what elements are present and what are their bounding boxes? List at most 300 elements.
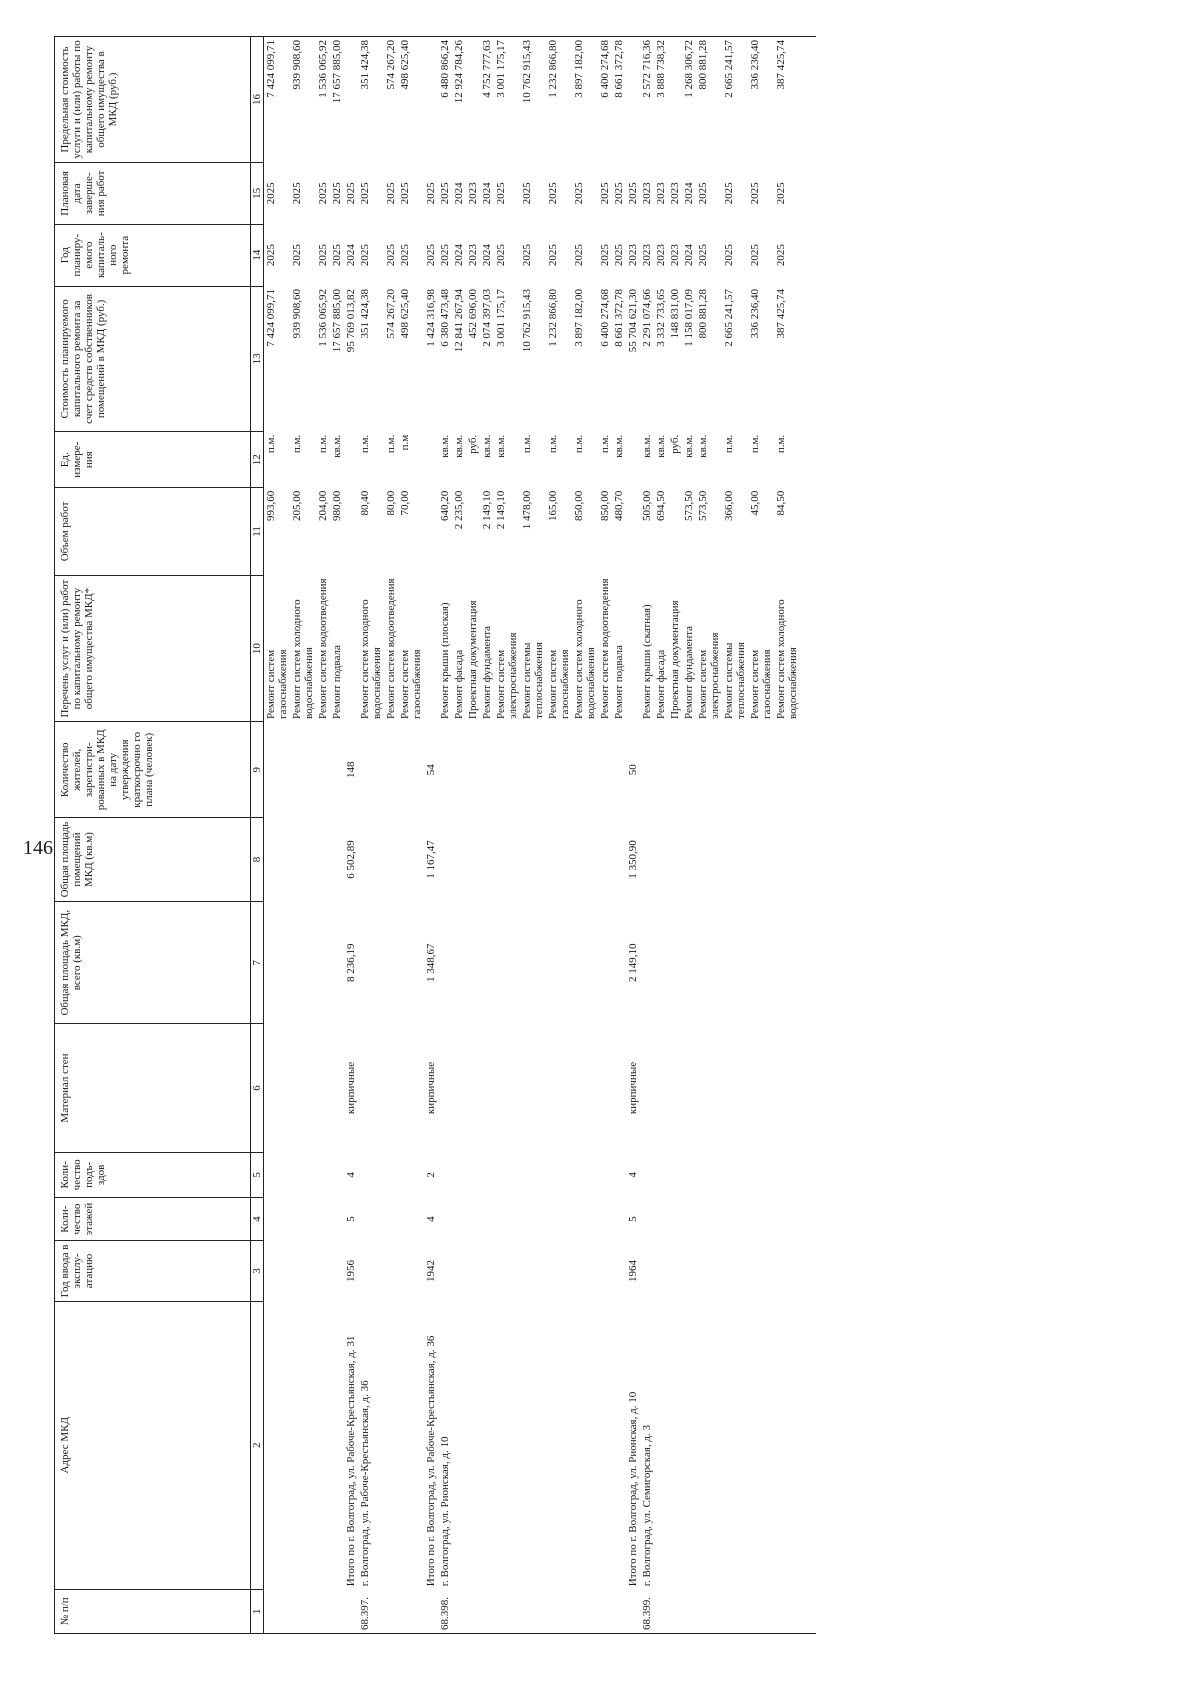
cell-qty: 366,00 — [723, 490, 735, 521]
cell-unit: п.м. — [599, 434, 611, 454]
cell-premises-area — [748, 818, 774, 902]
cell-cost: 2 291 074,66 — [641, 289, 653, 347]
cell-entrances — [748, 1152, 774, 1197]
cell-entrances — [398, 1152, 424, 1197]
cell-floors — [438, 1198, 452, 1241]
cell-plan-year: 2024 — [345, 244, 357, 267]
table-row — [654, 37, 668, 1634]
cell-max-cost — [466, 37, 480, 163]
cell-work: Ремонт фасада — [655, 649, 667, 719]
cell-qty: 165,00 — [547, 490, 559, 521]
cell-unit: кв.м. — [481, 434, 493, 458]
cell-max-cost — [668, 37, 682, 163]
cell-residents — [654, 722, 668, 818]
cell-floors — [572, 1198, 598, 1241]
cell-plan-year: 2025 — [723, 244, 735, 267]
cell-premises-area — [598, 818, 612, 902]
cell-premises-area — [654, 818, 668, 902]
cell-address — [264, 1301, 291, 1589]
cell-cost: 6 400 274,68 — [599, 289, 611, 347]
cell-address — [572, 1301, 598, 1589]
table-row — [722, 37, 748, 1634]
cell-year — [722, 1241, 748, 1302]
cell-work: Ремонт фундамента — [683, 625, 695, 719]
column-number: 14 — [251, 224, 264, 286]
cell-residents — [358, 722, 384, 818]
column-number: 15 — [251, 162, 264, 224]
cell-work: Ремонт фундамента — [481, 625, 493, 719]
cell-residents — [438, 722, 452, 818]
cell-total-area — [612, 902, 626, 1024]
cell-year — [290, 1241, 316, 1302]
cell-work: Ремонт систем холодного водоснабжения — [359, 599, 383, 719]
cell-work: Ремонт систем холодного водоснабжения — [291, 599, 315, 719]
cell-floors — [722, 1198, 748, 1241]
cell-premises-area — [384, 818, 398, 902]
cell-total-area — [520, 902, 546, 1024]
cell-work: Ремонт системы теплоснабжения — [723, 642, 747, 719]
column-number-row — [251, 37, 264, 1634]
cell-finish: 2025 — [613, 182, 625, 205]
cell-cost: 12 841 267,94 — [453, 289, 465, 353]
cell-max-cost: 17 657 885,00 — [330, 37, 344, 163]
cell-premises-area — [612, 818, 626, 902]
filler-cell — [800, 575, 816, 722]
table-row — [358, 37, 384, 1634]
filler-cell — [800, 722, 816, 818]
cell-premises-area — [494, 818, 520, 902]
table-row — [264, 37, 291, 1634]
cell-address: Итого по г. Волгоград, ул. Рабоче-Крестьянская, д. 36 — [425, 1335, 437, 1587]
cell-max-cost: 1 268 306,72 — [682, 37, 696, 163]
cell-material — [696, 1024, 722, 1152]
cell-cost: 1 424 316,98 — [425, 289, 437, 347]
column-number: 3 — [251, 1241, 264, 1302]
cell-year — [264, 1241, 291, 1302]
cell-premises-area — [696, 818, 722, 902]
cell-plan-year: 2025 — [613, 244, 625, 267]
cell-floors — [546, 1198, 572, 1241]
cell-address — [748, 1301, 774, 1589]
cell-unit — [344, 432, 358, 488]
cell-max-cost: 387 425,74 — [774, 37, 800, 163]
cell-num — [748, 1589, 774, 1633]
cell-address: Итого по г. Волгоград, ул. Рабоче-Крестьянская, д. 31 — [345, 1335, 357, 1587]
cell-total-area — [668, 902, 682, 1024]
cell-finish: 2023 — [641, 182, 653, 205]
cell-total-area — [572, 902, 598, 1024]
cell-residents — [398, 722, 424, 818]
cell-total-area — [264, 902, 291, 1024]
cell-total-area — [546, 902, 572, 1024]
cell-num — [316, 1589, 330, 1633]
cell-floors — [748, 1198, 774, 1241]
cell-plan-year: 2025 — [385, 244, 397, 267]
cell-finish: 2025 — [331, 182, 343, 205]
cell-qty — [466, 488, 480, 575]
cell-unit: п.м. — [521, 434, 533, 454]
cell-total-area — [774, 902, 800, 1024]
cell-plan-year: 2025 — [521, 244, 533, 267]
cell-total-area: 2 149,10 — [627, 943, 639, 982]
cell-finish: 2023 — [669, 182, 681, 205]
cell-entrances: 4 — [627, 1172, 639, 1178]
cell-plan-year: 2023 — [467, 244, 479, 267]
table-row — [438, 37, 452, 1634]
cell-total-area — [438, 902, 452, 1024]
cell-max-cost — [344, 37, 358, 163]
cell-material: кирпичные — [345, 1061, 357, 1115]
cell-unit: руб. — [467, 434, 479, 454]
cell-unit — [424, 432, 438, 488]
cell-qty: 993,60 — [265, 490, 277, 521]
filler-cell — [800, 286, 816, 432]
filler-cell — [800, 37, 816, 163]
column-number: 6 — [251, 1024, 264, 1152]
cell-residents — [722, 722, 748, 818]
cell-residents — [612, 722, 626, 818]
cell-entrances — [546, 1152, 572, 1197]
cell-unit: руб. — [669, 434, 681, 454]
table-row — [494, 37, 520, 1634]
cell-material — [438, 1024, 452, 1152]
cell-cost: 800 881,28 — [697, 289, 709, 339]
cell-qty: 980,00 — [331, 490, 343, 521]
header-cell: Количество жителей, зарегистри-рованных в МКД на дату утверждения краткосрочно го плана (человек) — [55, 722, 251, 818]
cell-qty: 1 478,00 — [521, 490, 533, 530]
table-row — [384, 37, 398, 1634]
cell-work: Ремонт систем электроснабжения — [495, 632, 519, 719]
cell-residents — [598, 722, 612, 818]
cell-plan-year: 2025 — [697, 244, 709, 267]
cell-unit: кв.м. — [613, 434, 625, 458]
cell-total-area — [494, 902, 520, 1024]
cell-total-area — [480, 902, 494, 1024]
cell-address — [494, 1301, 520, 1589]
cell-max-cost: 351 424,38 — [358, 37, 384, 163]
cell-max-cost: 6 400 274,68 — [598, 37, 612, 163]
cell-address — [330, 1301, 344, 1589]
cell-premises-area — [682, 818, 696, 902]
cell-residents — [316, 722, 330, 818]
cell-plan-year: 2023 — [627, 244, 639, 267]
cell-cost: 95 769 013,82 — [345, 289, 357, 353]
column-number: 7 — [251, 902, 264, 1024]
cell-unit: п.м. — [385, 434, 397, 454]
header-cell: Стоимость планируемого капитального ремонта за счет средств собственников помещений в МКД (руб.) — [55, 286, 251, 432]
cell-year — [358, 1241, 384, 1302]
column-number: 10 — [251, 575, 264, 722]
cell-num — [466, 1589, 480, 1633]
cell-total-area — [696, 902, 722, 1024]
header-cell: Общая площадь помещений МКД (кв.м) — [55, 818, 251, 902]
cell-year — [520, 1241, 546, 1302]
cell-total-area — [598, 902, 612, 1024]
cell-entrances — [316, 1152, 330, 1197]
cell-max-cost: 6 480 866,24 — [438, 37, 452, 163]
cell-max-cost: 3 001 175,17 — [494, 37, 520, 163]
table-row — [774, 37, 800, 1634]
cell-year — [316, 1241, 330, 1302]
cell-total-area — [748, 902, 774, 1024]
cell-finish: 2025 — [599, 182, 611, 205]
cell-plan-year: 2025 — [425, 244, 437, 267]
cell-premises-area — [546, 818, 572, 902]
header-cell: Коли-чество этажей — [55, 1198, 251, 1241]
cell-material — [572, 1024, 598, 1152]
cell-cost: 2 074 397,03 — [481, 289, 493, 347]
cell-total-area — [398, 902, 424, 1024]
cell-max-cost: 7 424 099,71 — [264, 37, 291, 163]
cell-material — [480, 1024, 494, 1152]
cell-num — [480, 1589, 494, 1633]
column-number: 12 — [251, 432, 264, 488]
cell-finish: 2025 — [775, 182, 787, 205]
cell-num: 68.397. — [358, 1589, 384, 1633]
cell-num — [264, 1589, 291, 1633]
cell-material — [494, 1024, 520, 1152]
cell-num — [612, 1589, 626, 1633]
cell-plan-year: 2025 — [331, 244, 343, 267]
cell-entrances — [682, 1152, 696, 1197]
cell-work: Ремонт фасада — [453, 649, 465, 719]
header-cell: Предельная стоимость услуги и (или) работы по капитальному ремонту общего имущества в МКД (руб.) — [55, 37, 251, 163]
cell-residents — [668, 722, 682, 818]
cell-finish: 2024 — [481, 182, 493, 205]
cell-total-area — [358, 902, 384, 1024]
cell-cost: 55 704 621,30 — [627, 289, 639, 353]
cell-material — [640, 1024, 654, 1152]
cell-entrances — [438, 1152, 452, 1197]
cell-unit: п.м. — [291, 434, 303, 454]
cell-total-area — [654, 902, 668, 1024]
cell-unit: кв.м. — [641, 434, 653, 458]
column-number: 5 — [251, 1152, 264, 1197]
cell-unit: кв.м. — [697, 434, 709, 458]
cell-residents — [330, 722, 344, 818]
cell-cost: 2 665 241,57 — [723, 289, 735, 347]
cell-year — [384, 1241, 398, 1302]
header-cell: № п/п — [55, 1589, 251, 1633]
cell-qty: 80,40 — [359, 490, 371, 516]
cell-cost: 574 267,20 — [385, 289, 397, 339]
cell-material — [668, 1024, 682, 1152]
cell-finish: 2025 — [425, 182, 437, 205]
cell-total-area — [452, 902, 466, 1024]
cell-unit: п.м — [399, 434, 411, 451]
cell-qty: 480,70 — [613, 490, 625, 521]
cell-work: Проектная документация — [669, 600, 681, 719]
cell-address — [466, 1301, 480, 1589]
table-row — [696, 37, 722, 1634]
cell-floors — [520, 1198, 546, 1241]
cell-plan-year: 2025 — [599, 244, 611, 267]
cell-material — [654, 1024, 668, 1152]
cell-work: Ремонт крыши (скатная) — [641, 604, 653, 719]
cell-address — [682, 1301, 696, 1589]
cell-num — [774, 1589, 800, 1633]
cell-floors: 5 — [345, 1216, 357, 1222]
header-cell: Год планиру-емого капиталь-ного ремонта — [55, 224, 251, 286]
cell-cost: 1 158 017,09 — [683, 289, 695, 347]
cell-work: Ремонт систем газоснабжения — [547, 649, 571, 719]
filler-cell — [800, 1152, 816, 1197]
cell-unit: п.м. — [265, 434, 277, 454]
cell-work: Ремонт крыши (плоская) — [439, 602, 451, 719]
cell-qty: 204,00 — [317, 490, 329, 521]
cell-finish: 2025 — [749, 182, 761, 205]
cell-num — [452, 1589, 466, 1633]
cell-finish: 2023 — [655, 182, 667, 205]
cell-premises-area: 1 167,47 — [425, 840, 437, 879]
cell-floors — [654, 1198, 668, 1241]
cell-num — [546, 1589, 572, 1633]
cell-premises-area — [330, 818, 344, 902]
cell-work — [626, 575, 640, 722]
cell-entrances: 4 — [345, 1172, 357, 1178]
cell-plan-year: 2025 — [775, 244, 787, 267]
cell-material — [774, 1024, 800, 1152]
cell-floors — [480, 1198, 494, 1241]
cell-finish: 2025 — [521, 182, 533, 205]
cell-cost: 3 897 182,00 — [573, 289, 585, 347]
cell-floors — [466, 1198, 480, 1241]
table-row — [398, 37, 424, 1634]
cell-qty: 850,00 — [599, 490, 611, 521]
cell-cost: 498 625,40 — [399, 289, 411, 339]
cell-work: Ремонт системы теплоснабжения — [521, 642, 545, 719]
cell-finish: 2025 — [547, 182, 559, 205]
table-row — [640, 37, 654, 1634]
cell-cost: 6 380 473,48 — [439, 289, 451, 347]
cell-work: Ремонт систем водоотведения — [599, 578, 611, 719]
cell-num — [722, 1589, 748, 1633]
cell-max-cost — [424, 37, 438, 163]
column-number: 16 — [251, 37, 264, 163]
table-row — [520, 37, 546, 1634]
cell-total-area — [466, 902, 480, 1024]
cell-entrances — [330, 1152, 344, 1197]
cell-entrances — [466, 1152, 480, 1197]
cell-finish: 2024 — [453, 182, 465, 205]
cell-unit: п.м. — [317, 434, 329, 454]
cell-address — [774, 1301, 800, 1589]
cell-qty: 2 149,10 — [495, 490, 507, 530]
filler-cell — [800, 1301, 816, 1589]
header-cell: Материал стен — [55, 1024, 251, 1152]
cell-year — [668, 1241, 682, 1302]
cell-qty: 205,00 — [291, 490, 303, 521]
cell-entrances — [494, 1152, 520, 1197]
cell-material — [264, 1024, 291, 1152]
cell-cost: 336 236,40 — [749, 289, 761, 339]
cell-floors — [696, 1198, 722, 1241]
cell-premises-area — [452, 818, 466, 902]
cell-floors: 4 — [425, 1216, 437, 1222]
cell-total-area: 8 236,19 — [345, 943, 357, 982]
cell-plan-year: 2025 — [547, 244, 559, 267]
cell-residents — [494, 722, 520, 818]
cell-qty: 573,50 — [697, 490, 709, 521]
cell-floors — [668, 1198, 682, 1241]
cell-max-cost: 2 665 241,57 — [722, 37, 748, 163]
cell-entrances — [520, 1152, 546, 1197]
cell-unit: п.м. — [775, 434, 787, 454]
cell-floors — [384, 1198, 398, 1241]
cell-material: кирпичные — [425, 1061, 437, 1115]
table-row — [626, 37, 640, 1634]
cell-entrances — [452, 1152, 466, 1197]
cell-floors — [612, 1198, 626, 1241]
cell-plan-year: 2024 — [481, 244, 493, 267]
cell-residents — [748, 722, 774, 818]
cell-material — [598, 1024, 612, 1152]
cell-total-area — [290, 902, 316, 1024]
cell-floors — [494, 1198, 520, 1241]
table-row-filler — [800, 37, 816, 1634]
cell-premises-area — [316, 818, 330, 902]
cell-material — [722, 1024, 748, 1152]
cell-material — [748, 1024, 774, 1152]
cell-cost: 387 425,74 — [775, 289, 787, 339]
cell-floors — [598, 1198, 612, 1241]
cell-qty: 80,00 — [385, 490, 397, 516]
cell-max-cost: 2 572 716,36 — [640, 37, 654, 163]
header-cell: Плановая дата заверше-ния работ — [55, 162, 251, 224]
cell-premises-area — [398, 818, 424, 902]
cell-floors — [640, 1198, 654, 1241]
cell-address — [598, 1301, 612, 1589]
cell-plan-year: 2025 — [749, 244, 761, 267]
cell-address — [480, 1301, 494, 1589]
cell-material — [290, 1024, 316, 1152]
table-row — [480, 37, 494, 1634]
column-number: 1 — [251, 1589, 264, 1633]
cell-premises-area — [774, 818, 800, 902]
cell-finish: 2025 — [697, 182, 709, 205]
cell-floors — [398, 1198, 424, 1241]
cell-total-area — [722, 902, 748, 1024]
filler-cell — [800, 1198, 816, 1241]
cell-unit: кв.м. — [439, 434, 451, 458]
cell-residents — [452, 722, 466, 818]
cell-entrances — [598, 1152, 612, 1197]
cell-address — [398, 1301, 424, 1589]
cell-entrances — [640, 1152, 654, 1197]
cell-year — [654, 1241, 668, 1302]
column-number: 9 — [251, 722, 264, 818]
cell-max-cost: 10 762 915,43 — [520, 37, 546, 163]
cell-material — [612, 1024, 626, 1152]
table-row — [682, 37, 696, 1634]
cell-work: Ремонт систем газоснабжения — [399, 649, 423, 719]
cell-qty: 84,50 — [775, 490, 787, 516]
cell-max-cost: 800 881,28 — [696, 37, 722, 163]
cell-num — [572, 1589, 598, 1633]
header-row — [55, 37, 251, 1634]
cell-address — [696, 1301, 722, 1589]
cell-plan-year: 2024 — [683, 244, 695, 267]
cell-work: Ремонт систем газоснабжения — [749, 649, 773, 719]
cell-work: Ремонт подвала — [331, 645, 343, 719]
cell-residents: 50 — [627, 764, 639, 776]
filler-cell — [800, 162, 816, 224]
cell-address — [654, 1301, 668, 1589]
cell-premises-area — [290, 818, 316, 902]
cell-residents — [480, 722, 494, 818]
cell-premises-area — [480, 818, 494, 902]
cell-premises-area — [572, 818, 598, 902]
